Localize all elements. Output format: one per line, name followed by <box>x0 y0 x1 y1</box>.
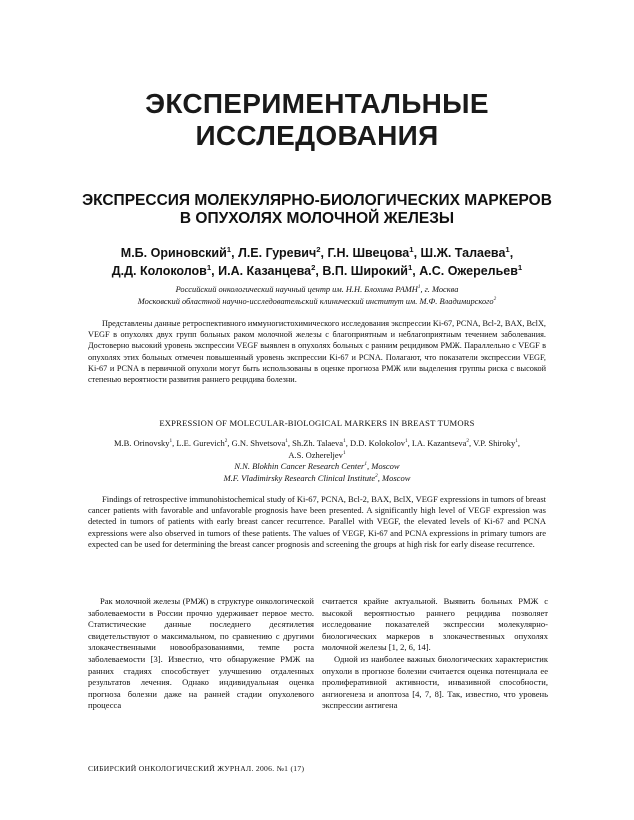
author-en: M.B. Orinovsky <box>113 438 170 448</box>
body-column-right <box>322 596 548 712</box>
body-paragraph: считается крайне актуальной. Выявить больных РМЖ с высокой вероятностью раннего рецидива позволяет исследование показателей экспрессии молекулярно-биологических маркеров в злокачественных опухолях молочной железы [1, 2, 6, 14]. <box>322 596 548 653</box>
author-en: I.A. Kazantseva <box>411 438 467 448</box>
affiliation-en-1: N.N. Blokhin Cancer Research Center$^1$, Moscow <box>234 461 400 471</box>
body-paragraph: Рак молочной железы (РМЖ) в структуре онкологической заболеваемости в России прочно удерживает первое место. Статистические данные последнего десятилетия свидетельствуют о максимальном, по сравнению с другими злокачественными новообразованиями, темпе роста заболеваемости [3]. Известно, что обнаружение РМЖ на ранних стадиях способствует улучшению отдаленных результатов лечения. Однако индивидуальная оценка прогноза болезни даже на ранней стадии опухолевого процесса <box>88 596 314 711</box>
body-paragraph: Одной из наиболее важных биологических характеристик опухоли в прогнозе болезни считается оценка потенциала ее пролиферативной активности, инвазивной способности, ангиогенеза и апоптоза [4, 7, 8]. Так, известно, что уровень экспрессии антигена <box>322 653 548 711</box>
author-ru: Л.Е. Гуревич <box>238 246 317 260</box>
article-title-ru-line2: В ОПУХОЛЯХ МОЛОЧНОЙ ЖЕЛЕЗЫ <box>179 210 455 227</box>
author-en: A.S. Ozhereljev <box>288 449 343 460</box>
author-ru: М.Б. Ориновский <box>120 246 227 260</box>
author-ru: И.А. Казанцева <box>218 264 312 278</box>
affiliations-en <box>84 461 550 484</box>
affiliations-ru <box>50 284 584 307</box>
article-title-ru <box>60 192 574 228</box>
section-heading <box>0 88 634 152</box>
journal-footer: СИБИРСКИЙ ОНКОЛОГИЧЕСКИЙ ЖУРНАЛ. 2006. №1 (17) <box>88 764 305 773</box>
article-title-en: EXPRESSION OF MOLECULAR-BIOLOGICAL MARKERS IN BREAST TUMORS <box>159 418 475 428</box>
authors-ru-line1: М.Б. Ориновский$^1$, Л.Е. Гуревич$^2$, Г.Н. Швецова$^1$, Ш.Ж. Талаева$^1$, <box>120 244 514 260</box>
author-ru: Д.Д. Колоколов <box>111 264 207 278</box>
authors-ru-line2: Д.Д. Колоколов$^1$, И.А. Казанцева$^2$, В.П. Широкий$^1$, А.С. Ожерельев$^1$ <box>111 262 523 278</box>
author-ru: Ш.Ж. Талаева <box>420 246 506 260</box>
body-column-left <box>88 596 314 712</box>
affiliation-ru-1: Российский онкологический научный центр им. Н.Н. Блохина РАМН$^1$, г. Москва <box>175 284 459 294</box>
author-ru: В.П. Широкий <box>322 264 408 278</box>
authors-en: M.B. Orinovsky$^1$, L.E. Gurevich$^2$, G.N. Shvetsova$^1$, Sh.Zh. Talaeva$^1$, D.D. Kolokolov$^1$, I.A. Kazantseva$^2$, V.P. Shiroky$^1$, A.S. Ozhereljev$^1$ <box>113 438 521 460</box>
section-heading-line2: ИССЛЕДОВАНИЯ <box>195 120 439 151</box>
author-en: D.D. Kolokolov <box>349 438 405 448</box>
author-en: V.P. Shiroky <box>473 438 516 448</box>
abstract-ru: Представлены данные ретроспективного иммуногистохимического исследования экспрессии Ki-67, PCNA, Bcl-2, BAX, BclX, VEGF в опухолях двух групп больных раком молочной железы с благоприятным и неблагоприятным течением заболевания. Достоверно высокий уровень экспрессии VEGF выявлен в опухолях больных с ранним рецидивом РМЖ. Параллельно с VEGF в опухолях этих больных отмечен повышенный уровень экспрессии Ki-67 и PCNA. Полагают, что показатели экспрессии VEGF, Ki-67 и PCNA в первичной опухоли могут быть использованы в оценке прогноза РМЖ или выделения группы риска с высокой степенью вероятности развития раннего рецидива болезни. <box>88 319 546 385</box>
section-heading-line1: ЭКСПЕРИМЕНТАЛЬНЫЕ <box>145 88 489 119</box>
authors-ru <box>50 244 584 280</box>
abstract-en: Findings of retrospective immunohistochemical study of Ki-67, PCNA, Bcl-2, BAX, BclX, VEGF expressions in tumors of breast cancer patients with favorable and unfavorable prognosis have been presented. A significantly high level of VEGF expression was detected in tumors of patients with early breast cancer recurrence. Parallel with VEGF, the elevated levels of Ki-67 and PCNA expressions were also observed in tumors of these patients. The values of VEGF, Ki-67 and PCNA expressions in primary tumors are expected can be used for determining the breast cancer prognosis and screening the groups at high risk for early disease recurrence. <box>88 494 546 549</box>
affiliation-ru-2: Московский областной научно-исследовательский клинический институт им. М.Ф. Владимирского$^2$ <box>137 295 497 306</box>
author-en: L.E. Gurevich <box>176 438 225 448</box>
author-ru: А.С. Ожерельев <box>419 264 518 278</box>
author-en: Sh.Zh. Talaeva <box>292 438 344 448</box>
author-en: G.N. Shvetsova <box>231 438 286 448</box>
article-title-ru-line1: ЭКСПРЕССИЯ МОЛЕКУЛЯРНО-БИОЛОГИЧЕСКИХ МАРКЕРОВ <box>82 192 552 209</box>
affiliation-en-2: M.F. Vladimirsky Research Clinical Institute$^2$, Moscow <box>223 472 411 483</box>
author-ru: Г.Н. Швецова <box>327 246 410 260</box>
